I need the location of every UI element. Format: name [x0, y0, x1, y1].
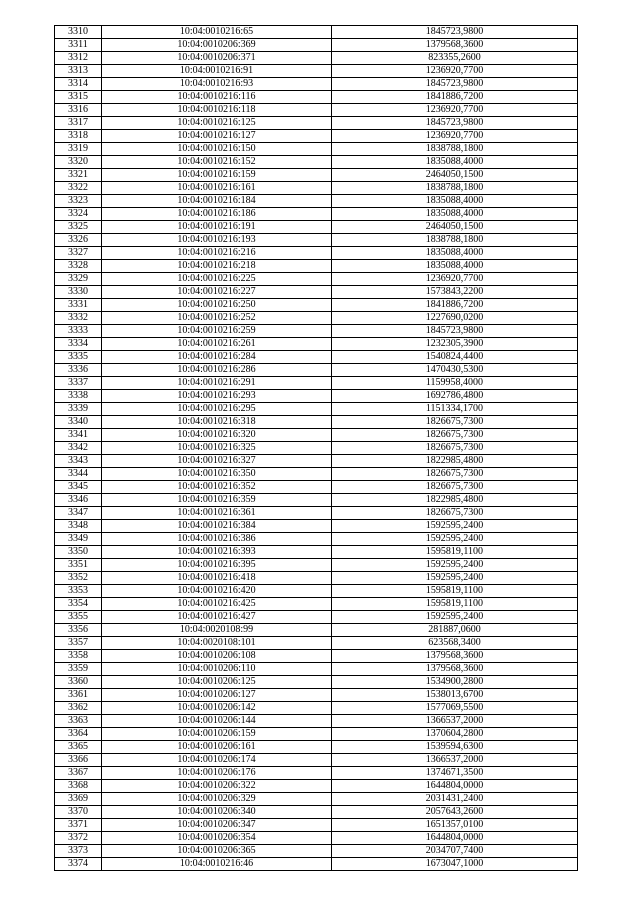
value-cell: 1692786,4800 — [332, 390, 578, 403]
value-cell: 1595819,1100 — [332, 585, 578, 598]
value-cell: 1822985,4800 — [332, 455, 578, 468]
table-body — [55, 26, 578, 871]
row-number-cell: 3348 — [55, 520, 102, 533]
value-cell: 1845723,9800 — [332, 26, 578, 39]
table-row — [55, 156, 578, 169]
table-row — [55, 559, 578, 572]
row-number-cell: 3343 — [55, 455, 102, 468]
table-row — [55, 208, 578, 221]
row-number-cell: 3313 — [55, 65, 102, 78]
row-number-cell: 3325 — [55, 221, 102, 234]
table-row — [55, 793, 578, 806]
value-cell: 1592595,2400 — [332, 533, 578, 546]
row-number-cell: 3339 — [55, 403, 102, 416]
cadastral-number-cell: 10:04:0010206:369 — [102, 39, 332, 52]
cadastral-number-cell: 10:04:0010216:116 — [102, 91, 332, 104]
value-cell: 1236920,7700 — [332, 65, 578, 78]
cadastral-number-cell: 10:04:0010216:393 — [102, 546, 332, 559]
cadastral-number-cell: 10:04:0010216:184 — [102, 195, 332, 208]
cadastral-number-cell: 10:04:0010206:110 — [102, 663, 332, 676]
row-number-cell: 3373 — [55, 845, 102, 858]
cadastral-number-cell: 10:04:0010216:250 — [102, 299, 332, 312]
value-cell: 1826675,7300 — [332, 429, 578, 442]
value-cell: 1822985,4800 — [332, 494, 578, 507]
value-cell: 1573843,2200 — [332, 286, 578, 299]
value-cell: 823355,2600 — [332, 52, 578, 65]
value-cell: 1159958,4000 — [332, 377, 578, 390]
row-number-cell: 3344 — [55, 468, 102, 481]
cadastral-number-cell: 10:04:0020108:101 — [102, 637, 332, 650]
row-number-cell: 3316 — [55, 104, 102, 117]
cadastral-number-cell: 10:04:0010206:161 — [102, 741, 332, 754]
value-cell: 1845723,9800 — [332, 325, 578, 338]
row-number-cell: 3354 — [55, 598, 102, 611]
value-cell: 623568,3400 — [332, 637, 578, 650]
row-number-cell: 3371 — [55, 819, 102, 832]
value-cell: 1838788,1800 — [332, 143, 578, 156]
row-number-cell: 3320 — [55, 156, 102, 169]
row-number-cell: 3341 — [55, 429, 102, 442]
table-row — [55, 754, 578, 767]
value-cell: 1644804,0000 — [332, 832, 578, 845]
row-number-cell: 3333 — [55, 325, 102, 338]
cadastral-number-cell: 10:04:0010216:125 — [102, 117, 332, 130]
row-number-cell: 3366 — [55, 754, 102, 767]
cadastral-number-cell: 10:04:0010216:359 — [102, 494, 332, 507]
table-row — [55, 325, 578, 338]
cadastral-number-cell: 10:04:0010216:225 — [102, 273, 332, 286]
row-number-cell: 3347 — [55, 507, 102, 520]
cadastral-number-cell: 10:04:0010206:347 — [102, 819, 332, 832]
table-row — [55, 429, 578, 442]
table-row — [55, 104, 578, 117]
row-number-cell: 3374 — [55, 858, 102, 871]
value-cell: 1592595,2400 — [332, 559, 578, 572]
table-row — [55, 26, 578, 39]
table-row — [55, 637, 578, 650]
table-row — [55, 468, 578, 481]
cadastral-number-cell: 10:04:0010216:227 — [102, 286, 332, 299]
table-row — [55, 182, 578, 195]
value-cell: 1366537,2000 — [332, 754, 578, 767]
table-row — [55, 845, 578, 858]
row-number-cell: 3353 — [55, 585, 102, 598]
value-cell: 1370604,2800 — [332, 728, 578, 741]
row-number-cell: 3331 — [55, 299, 102, 312]
table-row — [55, 221, 578, 234]
value-cell: 1540824,4400 — [332, 351, 578, 364]
table-row — [55, 676, 578, 689]
cadastral-number-cell: 10:04:0010216:420 — [102, 585, 332, 598]
table-row — [55, 260, 578, 273]
cadastral-number-cell: 10:04:0010206:174 — [102, 754, 332, 767]
value-cell: 1826675,7300 — [332, 507, 578, 520]
value-cell: 1835088,4000 — [332, 156, 578, 169]
cadastral-number-cell: 10:04:0010216:159 — [102, 169, 332, 182]
table-row — [55, 546, 578, 559]
cadastral-value-table — [54, 25, 578, 871]
cadastral-number-cell: 10:04:0010216:427 — [102, 611, 332, 624]
row-number-cell: 3357 — [55, 637, 102, 650]
cadastral-number-cell: 10:04:0010216:361 — [102, 507, 332, 520]
value-cell: 1232305,3900 — [332, 338, 578, 351]
table-row — [55, 390, 578, 403]
table-row — [55, 689, 578, 702]
value-cell: 1651357,0100 — [332, 819, 578, 832]
row-number-cell: 3314 — [55, 78, 102, 91]
row-number-cell: 3346 — [55, 494, 102, 507]
value-cell: 1841886,7200 — [332, 299, 578, 312]
table-row — [55, 494, 578, 507]
cadastral-number-cell: 10:04:0010216:284 — [102, 351, 332, 364]
cadastral-number-cell: 10:04:0010206:108 — [102, 650, 332, 663]
value-cell: 1845723,9800 — [332, 117, 578, 130]
cadastral-number-cell: 10:04:0010216:91 — [102, 65, 332, 78]
cadastral-number-cell: 10:04:0010216:127 — [102, 130, 332, 143]
cadastral-number-cell: 10:04:0010206:322 — [102, 780, 332, 793]
cadastral-number-cell: 10:04:0010216:352 — [102, 481, 332, 494]
table-row — [55, 416, 578, 429]
value-cell: 1379568,3600 — [332, 663, 578, 676]
cadastral-number-cell: 10:04:0010216:291 — [102, 377, 332, 390]
value-cell: 1366537,2000 — [332, 715, 578, 728]
table-row — [55, 312, 578, 325]
value-cell: 1374671,3500 — [332, 767, 578, 780]
cadastral-number-cell: 10:04:0010216:425 — [102, 598, 332, 611]
value-cell: 1826675,7300 — [332, 481, 578, 494]
table-row — [55, 650, 578, 663]
value-cell: 1538013,6700 — [332, 689, 578, 702]
value-cell: 1236920,7700 — [332, 273, 578, 286]
row-number-cell: 3327 — [55, 247, 102, 260]
table-row — [55, 832, 578, 845]
table-row — [55, 39, 578, 52]
table-row — [55, 351, 578, 364]
cadastral-number-cell: 10:04:0010216:46 — [102, 858, 332, 871]
value-cell: 1151334,1700 — [332, 403, 578, 416]
value-cell: 281887,0600 — [332, 624, 578, 637]
row-number-cell: 3360 — [55, 676, 102, 689]
cadastral-number-cell: 10:04:0010206:125 — [102, 676, 332, 689]
cadastral-number-cell: 10:04:0010216:293 — [102, 390, 332, 403]
table-row — [55, 78, 578, 91]
value-cell: 1838788,1800 — [332, 182, 578, 195]
cadastral-number-cell: 10:04:0010216:150 — [102, 143, 332, 156]
cadastral-number-cell: 10:04:0010206:159 — [102, 728, 332, 741]
value-cell: 1539594,6300 — [332, 741, 578, 754]
cadastral-number-cell: 10:04:0010216:395 — [102, 559, 332, 572]
value-cell: 1841886,7200 — [332, 91, 578, 104]
row-number-cell: 3364 — [55, 728, 102, 741]
table-row — [55, 611, 578, 624]
row-number-cell: 3337 — [55, 377, 102, 390]
row-number-cell: 3358 — [55, 650, 102, 663]
table-row — [55, 806, 578, 819]
value-cell: 1673047,1000 — [332, 858, 578, 871]
row-number-cell: 3351 — [55, 559, 102, 572]
cadastral-number-cell: 10:04:0010216:216 — [102, 247, 332, 260]
table-row — [55, 377, 578, 390]
value-cell: 1838788,1800 — [332, 234, 578, 247]
row-number-cell: 3365 — [55, 741, 102, 754]
cadastral-number-cell: 10:04:0010216:118 — [102, 104, 332, 117]
table-row — [55, 338, 578, 351]
table-row — [55, 702, 578, 715]
cadastral-number-cell: 10:04:0010216:191 — [102, 221, 332, 234]
row-number-cell: 3312 — [55, 52, 102, 65]
row-number-cell: 3352 — [55, 572, 102, 585]
value-cell: 1845723,9800 — [332, 78, 578, 91]
row-number-cell: 3372 — [55, 832, 102, 845]
table-row — [55, 520, 578, 533]
table-row — [55, 117, 578, 130]
row-number-cell: 3310 — [55, 26, 102, 39]
row-number-cell: 3321 — [55, 169, 102, 182]
row-number-cell: 3362 — [55, 702, 102, 715]
row-number-cell: 3359 — [55, 663, 102, 676]
value-cell: 1577069,5500 — [332, 702, 578, 715]
cadastral-number-cell: 10:04:0010206:365 — [102, 845, 332, 858]
table-row — [55, 858, 578, 871]
value-cell: 1835088,4000 — [332, 208, 578, 221]
value-cell: 1592595,2400 — [332, 520, 578, 533]
cadastral-number-cell: 10:04:0010216:259 — [102, 325, 332, 338]
cadastral-number-cell: 10:04:0010216:161 — [102, 182, 332, 195]
value-cell: 1236920,7700 — [332, 104, 578, 117]
value-cell: 1835088,4000 — [332, 247, 578, 260]
cadastral-number-cell: 10:04:0010216:318 — [102, 416, 332, 429]
table-row — [55, 234, 578, 247]
cadastral-number-cell: 10:04:0010206:127 — [102, 689, 332, 702]
cadastral-number-cell: 10:04:0010216:261 — [102, 338, 332, 351]
table-row — [55, 286, 578, 299]
cadastral-number-cell: 10:04:0010216:152 — [102, 156, 332, 169]
row-number-cell: 3336 — [55, 364, 102, 377]
table-row — [55, 624, 578, 637]
value-cell: 1470430,5300 — [332, 364, 578, 377]
table-row — [55, 143, 578, 156]
value-cell: 2464050,1500 — [332, 169, 578, 182]
table-row — [55, 65, 578, 78]
value-cell: 1227690,0200 — [332, 312, 578, 325]
table-row — [55, 819, 578, 832]
row-number-cell: 3349 — [55, 533, 102, 546]
row-number-cell: 3322 — [55, 182, 102, 195]
table-row — [55, 507, 578, 520]
row-number-cell: 3332 — [55, 312, 102, 325]
table-row — [55, 195, 578, 208]
value-cell: 1534900,2800 — [332, 676, 578, 689]
table-row — [55, 663, 578, 676]
cadastral-number-cell: 10:04:0010216:193 — [102, 234, 332, 247]
table-row — [55, 169, 578, 182]
row-number-cell: 3318 — [55, 130, 102, 143]
row-number-cell: 3342 — [55, 442, 102, 455]
cadastral-number-cell: 10:04:0010216:252 — [102, 312, 332, 325]
row-number-cell: 3330 — [55, 286, 102, 299]
value-cell: 2034707,7400 — [332, 845, 578, 858]
row-number-cell: 3323 — [55, 195, 102, 208]
table-row — [55, 533, 578, 546]
cadastral-number-cell: 10:04:0010216:325 — [102, 442, 332, 455]
table-row — [55, 91, 578, 104]
row-number-cell: 3340 — [55, 416, 102, 429]
cadastral-number-cell: 10:04:0010216:327 — [102, 455, 332, 468]
value-cell: 1595819,1100 — [332, 546, 578, 559]
row-number-cell: 3370 — [55, 806, 102, 819]
value-cell: 1826675,7300 — [332, 442, 578, 455]
row-number-cell: 3328 — [55, 260, 102, 273]
row-number-cell: 3355 — [55, 611, 102, 624]
row-number-cell: 3324 — [55, 208, 102, 221]
table-row — [55, 273, 578, 286]
table-row — [55, 130, 578, 143]
row-number-cell: 3315 — [55, 91, 102, 104]
row-number-cell: 3335 — [55, 351, 102, 364]
value-cell: 1592595,2400 — [332, 572, 578, 585]
value-cell: 1835088,4000 — [332, 260, 578, 273]
value-cell: 1236920,7700 — [332, 130, 578, 143]
cadastral-number-cell: 10:04:0010216:320 — [102, 429, 332, 442]
cadastral-number-cell: 10:04:0010216:384 — [102, 520, 332, 533]
table-row — [55, 299, 578, 312]
value-cell: 2464050,1500 — [332, 221, 578, 234]
table-row — [55, 728, 578, 741]
table-row — [55, 52, 578, 65]
cadastral-number-cell: 10:04:0010206:340 — [102, 806, 332, 819]
cadastral-number-cell: 10:04:0010206:142 — [102, 702, 332, 715]
cadastral-number-cell: 10:04:0010216:295 — [102, 403, 332, 416]
cadastral-number-cell: 10:04:0010206:329 — [102, 793, 332, 806]
table-row — [55, 455, 578, 468]
value-cell: 1826675,7300 — [332, 416, 578, 429]
row-number-cell: 3317 — [55, 117, 102, 130]
row-number-cell: 3319 — [55, 143, 102, 156]
value-cell: 1379568,3600 — [332, 39, 578, 52]
table-row — [55, 741, 578, 754]
cadastral-number-cell: 10:04:0020108:99 — [102, 624, 332, 637]
table-row — [55, 715, 578, 728]
cadastral-number-cell: 10:04:0010206:176 — [102, 767, 332, 780]
row-number-cell: 3369 — [55, 793, 102, 806]
cadastral-number-cell: 10:04:0010216:350 — [102, 468, 332, 481]
table-row — [55, 442, 578, 455]
value-cell: 2031431,2400 — [332, 793, 578, 806]
cadastral-number-cell: 10:04:0010216:286 — [102, 364, 332, 377]
row-number-cell: 3334 — [55, 338, 102, 351]
row-number-cell: 3311 — [55, 39, 102, 52]
cadastral-number-cell: 10:04:0010216:218 — [102, 260, 332, 273]
value-cell: 1379568,3600 — [332, 650, 578, 663]
row-number-cell: 3363 — [55, 715, 102, 728]
table-row — [55, 481, 578, 494]
table-row — [55, 364, 578, 377]
cadastral-number-cell: 10:04:0010216:93 — [102, 78, 332, 91]
table-row — [55, 403, 578, 416]
table-row — [55, 598, 578, 611]
cadastral-number-cell: 10:04:0010216:186 — [102, 208, 332, 221]
value-cell: 1592595,2400 — [332, 611, 578, 624]
row-number-cell: 3368 — [55, 780, 102, 793]
row-number-cell: 3329 — [55, 273, 102, 286]
value-cell: 1826675,7300 — [332, 468, 578, 481]
row-number-cell: 3345 — [55, 481, 102, 494]
row-number-cell: 3326 — [55, 234, 102, 247]
table-row — [55, 767, 578, 780]
row-number-cell: 3338 — [55, 390, 102, 403]
table-row — [55, 585, 578, 598]
cadastral-number-cell: 10:04:0010206:144 — [102, 715, 332, 728]
table-row — [55, 247, 578, 260]
cadastral-number-cell: 10:04:0010206:354 — [102, 832, 332, 845]
table-row — [55, 572, 578, 585]
row-number-cell: 3350 — [55, 546, 102, 559]
value-cell: 1595819,1100 — [332, 598, 578, 611]
value-cell: 1644804,0000 — [332, 780, 578, 793]
cadastral-number-cell: 10:04:0010216:65 — [102, 26, 332, 39]
cadastral-number-cell: 10:04:0010216:418 — [102, 572, 332, 585]
row-number-cell: 3367 — [55, 767, 102, 780]
table-row — [55, 780, 578, 793]
value-cell: 2057643,2600 — [332, 806, 578, 819]
value-cell: 1835088,4000 — [332, 195, 578, 208]
row-number-cell: 3361 — [55, 689, 102, 702]
cadastral-number-cell: 10:04:0010206:371 — [102, 52, 332, 65]
cadastral-number-cell: 10:04:0010216:386 — [102, 533, 332, 546]
row-number-cell: 3356 — [55, 624, 102, 637]
